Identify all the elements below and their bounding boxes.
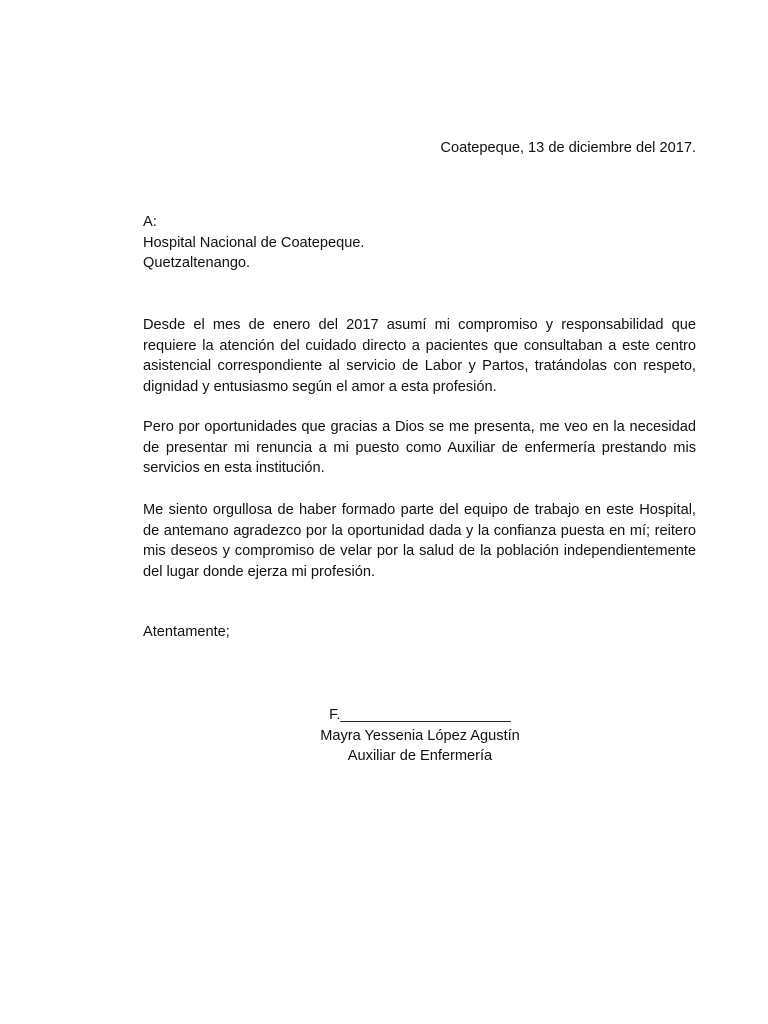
- body-paragraph: Desde el mes de enero del 2017 asumí mi compromiso y responsabilidad que requiere la atención del cuidado directo a pacientes que consultaban a este centro asistencial correspondiente al servicio de Labor y Partos, tratándolas con respeto, dignidad y entusiasmo según el amor a esta profesión.: [143, 317, 696, 396]
- date-line: Coatepeque, 13 de diciembre del 2017.: [440, 140, 696, 156]
- recipient-institution: Hospital Nacional de Coatepeque.: [143, 234, 365, 251]
- salutation: A:: [143, 214, 157, 230]
- signature-block: [250, 705, 590, 767]
- addressee-block: [143, 212, 696, 274]
- signer-title: Auxiliar de Enfermería: [347, 748, 493, 765]
- recipient-location: Quetzaltenango.: [143, 255, 251, 272]
- signer-name: Mayra Yessenia López Agustín: [320, 727, 520, 744]
- closing: Atentamente;: [143, 624, 230, 640]
- signature-line: F._____________________: [329, 707, 511, 723]
- body-paragraph: Pero por oportunidades que gracias a Dios se me presenta, me veo en la necesidad de presentar mi renuncia a mi puesto como Auxiliar de enfermería prestando mis servicios en esta institución.: [143, 419, 696, 477]
- body-paragraph: Me siento orgullosa de haber formado parte del equipo de trabajo en este Hospital, de antemano agradezco por la oportunidad dada y la confianza puesta en mí; reitero mis deseos y compromiso de velar por la salud de la población independientemente del lugar donde ejerza mi profesión.: [143, 502, 696, 581]
